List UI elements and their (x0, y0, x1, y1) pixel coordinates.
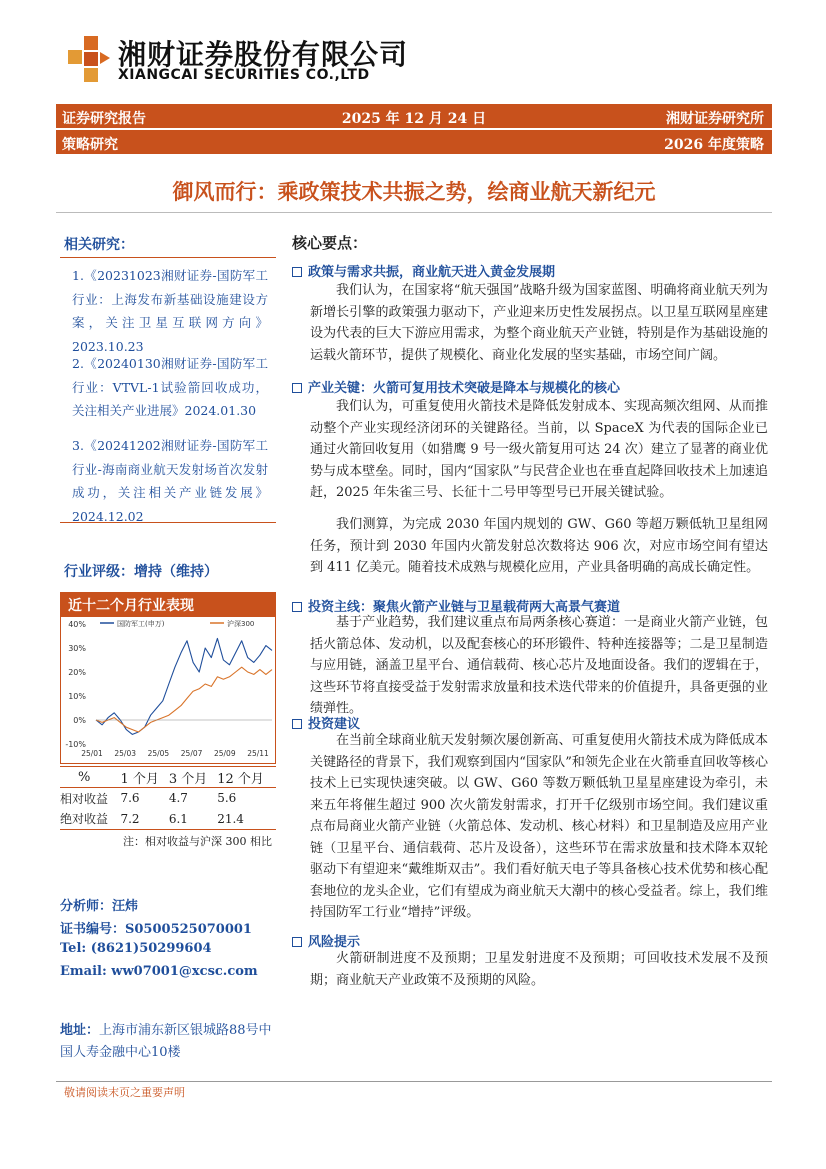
x-tick-label: 25/07 (180, 749, 203, 758)
page-title: 御风而行：乘政策技术共振之势，绘商业航天新纪元 (172, 180, 656, 204)
table-cell: 6.1 (169, 809, 217, 830)
table-header-cell: % (60, 767, 120, 788)
table-row (60, 788, 276, 809)
x-tick-label: 25/03 (114, 749, 137, 758)
section-heading (292, 261, 772, 280)
table-cell: 4.7 (168, 791, 188, 806)
company-name-en: XIANGCAI SECURITIES CO.,LTD (118, 67, 370, 83)
y-tick-label: -10% (65, 740, 86, 749)
table-cell: 绝对收益 (60, 809, 120, 830)
performance-title: 近十二个月行业表现 (60, 592, 276, 616)
y-tick-label: 10% (68, 692, 86, 701)
table-cell: 相对收益 (60, 791, 109, 806)
report-category: 策略研究 (62, 137, 118, 153)
series-line (96, 667, 272, 732)
footer-divider (56, 1081, 772, 1082)
table-header-row (60, 767, 276, 788)
legend-label: 国防军工(申万) (117, 620, 165, 628)
related-research-heading: 相关研究： (64, 237, 134, 253)
table-cell: 7.2 (120, 809, 168, 830)
y-tick-label: 0% (73, 716, 86, 725)
header-band-top (56, 104, 772, 128)
telephone: Tel: (8621)50299604 (60, 941, 212, 956)
report-type: 证券研究报告 (62, 111, 146, 127)
performance-chart (60, 616, 276, 764)
table-row (60, 809, 276, 830)
table-cell: 5.6 (217, 791, 237, 806)
related-item[interactable]: 1.《20231023湘财证券-国防军工行业：上海发布新基础设施建设方案，关注卫星互联网方向》2023.10.23 (72, 268, 268, 354)
performance-table (60, 766, 276, 830)
x-tick-label: 25/01 (81, 749, 103, 758)
report-series: 2026 年度策略 (664, 137, 764, 153)
header-band-bottom (56, 130, 772, 154)
table-header-cell: 12 个月 (217, 767, 276, 788)
table-header-cell: 1 个月 (120, 767, 168, 788)
section-heading-text: 产业关键：火箭可复用技术突破是降本与规模化的核心 (308, 381, 621, 396)
section-heading-text: 投资建议 (308, 717, 361, 732)
chart-frame (61, 617, 276, 764)
checkbox-bullet-icon (292, 937, 302, 947)
table-header-cell: 3 个月 (169, 767, 217, 788)
checkbox-bullet-icon (292, 267, 302, 277)
y-tick-label: 20% (68, 668, 86, 677)
address-label: 地址： (60, 1023, 100, 1038)
address-text: 上海市浦东新区银城路88号中国人寿金融中心10楼 (60, 1023, 272, 1060)
x-tick-label: 25/09 (213, 749, 236, 758)
checkbox-bullet-icon (292, 719, 302, 729)
paragraph: 基于产业趋势，我们建议重点布局两条核心赛道：一是商业火箭产业链，包括火箭总体、发动机，以及配套核心的环形锻件、特种连接器等；二是卫星制造与应用链，涵盖卫星平台、通信载荷、核心芯片及地面设备。我们的逻辑在于，这些环节将直接受益于发射需求放量和技术迭代带来的价值提升，具备更强的业绩弹性。 (310, 615, 768, 716)
company-name-cn: 湘财证券股份有限公司 (118, 38, 409, 71)
related-research-list (60, 257, 276, 523)
license-number: 证书编号：S0500525070001 (60, 922, 252, 937)
table-cell: 21.4 (217, 809, 276, 830)
checkbox-bullet-icon (292, 383, 302, 393)
legend-label: 沪深300 (227, 620, 255, 628)
y-tick-label: 40% (68, 620, 86, 629)
related-item[interactable]: 2.《20240130湘财证券-国防军工行业：VTVL-1试验箭回收成功，关注相关产业进展》2024.01.30 (72, 356, 268, 418)
industry-rating: 行业评级：增持（维持） (64, 564, 218, 580)
x-tick-label: 25/11 (247, 749, 269, 758)
table-cell: 7.6 (120, 791, 140, 806)
paragraph: 我们认为，可重复使用火箭技术是降低发射成本、实现高频次组网、从而推动整个产业实现经济闭环的关键路径。当前，以 SpaceX 为代表的国际企业已通过火箭回收复用（如猎鹰 9 号一级火箭复用可达 24 次）建立了显著的商业优势与成本壁垒。同时，国内“国家队”与民营企业也在垂直起降回收技术上加速追赶，2025 年朱雀三号、长征十二号甲等型号已开展关键试验。 (310, 399, 768, 500)
x-tick-label: 25/05 (147, 749, 170, 758)
report-date: 2025 年 12 月 24 日 (341, 111, 487, 127)
paragraph: 我们测算，为完成 2030 年国内规划的 GW、G60 等超万颗低轨卫星组网任务，预计到 2030 年国内火箭发射总次数将达 906 次，对应市场空间有望达到 411 亿美元。随着技术成熟与规模化应用，产业具备明确的高成长确定性。 (310, 517, 768, 575)
section-heading-text: 投资主线：聚焦火箭产业链与卫星载荷两大高景气赛道 (308, 600, 621, 615)
paragraph: 火箭研制进度不及预期；卫星发射进度不及预期；可回收技术发展不及预期；商业航天产业政策不及预期的风险。 (310, 951, 768, 988)
related-item[interactable]: 3.《20241202湘财证券-国防军工行业-海南商业航天发射场首次发射成功，关注相关产业链发展》2024.12.02 (72, 438, 268, 524)
title-divider (56, 212, 772, 213)
institute: 湘财证券研究所 (666, 111, 764, 127)
paragraph: 我们认为，在国家将“航天强国”战略升级为国家蓝图、明确将商业航天列为新增长引擎的政策强力驱动下，产业迎来历史性发展拐点。以卫星互联网星座建设为代表的巨大下游应用需求，为整个商业航天产业链，特别是作为基础设施的运载火箭环节，提供了规模化、商业化发展的坚实基础，市场空间广阔。 (310, 283, 768, 363)
checkbox-bullet-icon (292, 602, 302, 612)
y-tick-label: 30% (68, 644, 86, 653)
paragraph: 在当前全球商业航天发射频次屡创新高、可重复使用火箭技术成为降低成本关键路径的背景下，我们观察到国内“国家队”和领先企业在火箭垂直回收等核心技术上已实现快速突破。以 GW、G60 等数万颗低轨卫星星座建设为牵引，未来五年将催生超过 900 次火箭发射需求，打开千亿级别市场空间。我们建议重点布局商业火箭产业链（火箭总体、发动机、核心材料）和卫星制造及应用产业链（卫星平台、通信载荷、芯片及设备），这些环节在需求放量和技术降本双轮驱动下有望迎来“戴维斯双击”。我们看好航天电子等具备核心技术优势和核心配套地位的龙头企业，它们有望成为商业航天大潮中的核心受益者。综上，我们维持国防军工行业“增持”评级。 (310, 733, 768, 920)
footer-disclaimer: 敬请阅读末页之重要声明 (64, 1086, 185, 1099)
table-note: 注：相对收益与沪深 300 相比 (123, 835, 272, 848)
email-link[interactable]: Email: ww07001@xcsc.com (60, 964, 258, 979)
key-points-title: 核心要点： (292, 234, 368, 252)
section-heading (292, 377, 772, 396)
analyst: 分析师：汪炜 (60, 899, 139, 914)
section-heading-text: 政策与需求共振，商业航天进入黄金发展期 (308, 265, 556, 280)
section-heading-text: 风险提示 (308, 935, 361, 950)
company-logo-icon (64, 34, 110, 84)
address (60, 1020, 280, 1064)
